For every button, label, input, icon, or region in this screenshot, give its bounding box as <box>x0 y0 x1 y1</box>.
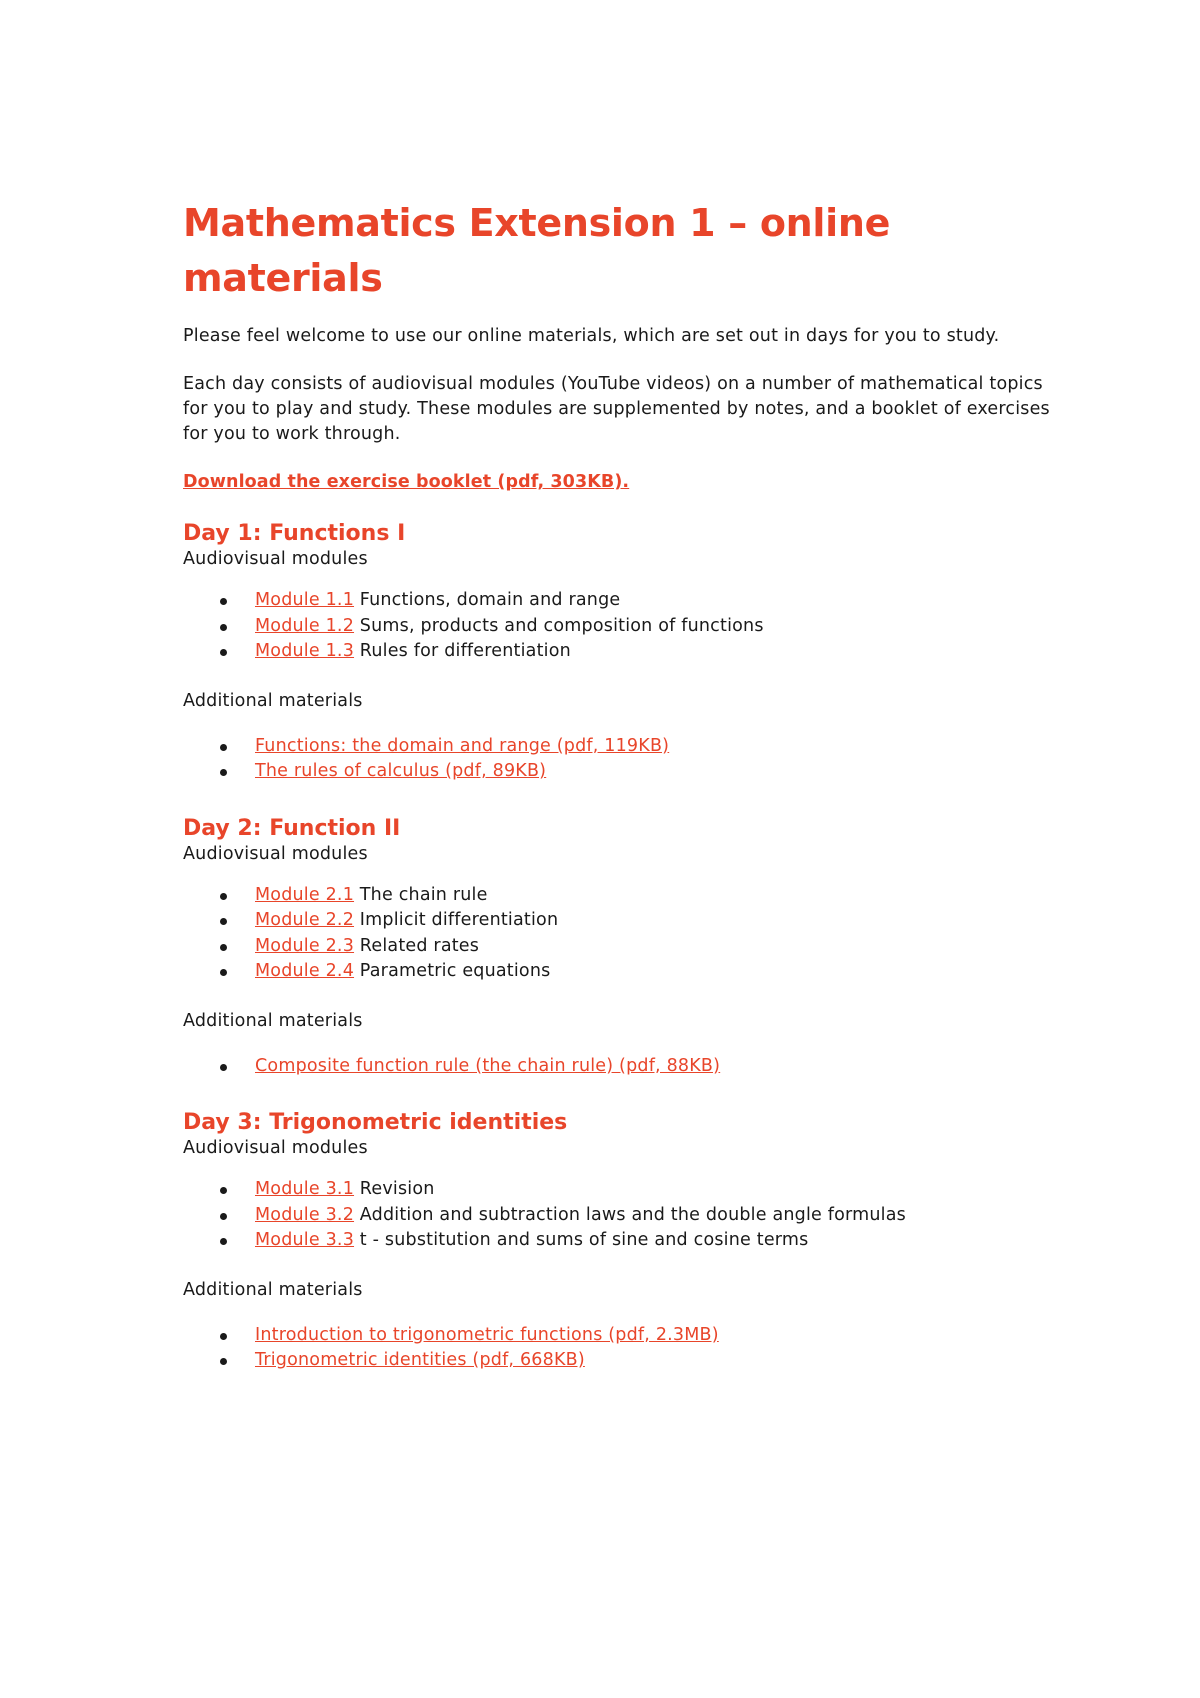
list-item <box>183 1323 1063 1349</box>
list-item <box>183 588 1063 614</box>
list-item <box>183 908 1063 934</box>
module-link[interactable]: Module 3.2 <box>255 1204 355 1225</box>
list-item <box>183 959 1063 985</box>
intro-paragraph-2: Each day consists of audiovisual modules (YouTube videos) on a number of mathematical topics for you to play and study. These modules are supplemented by notes, and a booklet of exercises for you to work through. <box>183 374 1050 444</box>
day-section-1 <box>183 520 1063 785</box>
module-description: Rules for differentiation <box>354 641 571 661</box>
module-description: Revision <box>354 1179 435 1199</box>
bullet-icon <box>220 944 227 951</box>
module-description: Related rates <box>354 935 480 956</box>
list-item <box>183 734 1063 760</box>
page-title: Mathematics Extension 1 – online materials <box>183 201 891 300</box>
module-list <box>183 588 1063 665</box>
module-list <box>183 883 1063 985</box>
module-description: Parametric equations <box>354 961 551 981</box>
bullet-icon <box>220 649 227 656</box>
audiovisual-label: Audiovisual modules <box>183 1138 368 1158</box>
intro-paragraph-1: Please feel welcome to use our online materials, which are set out in days for you to study. <box>183 326 1000 346</box>
list-item <box>183 639 1063 665</box>
materials-list <box>183 1323 1063 1374</box>
day-heading: Day 1: Functions I <box>183 521 406 546</box>
list-item <box>183 1228 1063 1254</box>
bullet-icon <box>220 918 227 925</box>
additional-materials-label: Additional materials <box>183 690 363 711</box>
list-item <box>183 1203 1063 1229</box>
module-link[interactable]: Module 2.2 <box>255 910 355 930</box>
module-link[interactable]: Module 1.3 <box>255 641 355 661</box>
material-link[interactable]: Functions: the domain and range (pdf, 119KB) <box>255 735 670 756</box>
list-item <box>183 614 1063 640</box>
module-link[interactable]: Module 1.2 <box>255 615 355 636</box>
module-description: t - substitution and sums of sine and cosine terms <box>354 1230 809 1250</box>
bullet-icon <box>220 1187 227 1194</box>
bullet-icon <box>220 1064 227 1071</box>
module-description: Implicit differentiation <box>354 910 559 930</box>
material-link[interactable]: The rules of calculus (pdf, 89KB) <box>255 761 547 781</box>
day-heading: Day 3: Trigonometric identities <box>183 1110 568 1135</box>
document-page <box>183 196 1063 1404</box>
day-section-2 <box>183 815 1063 1080</box>
module-link[interactable]: Module 2.1 <box>255 884 355 905</box>
module-link[interactable]: Module 3.3 <box>255 1230 355 1250</box>
module-link[interactable]: Module 3.1 <box>255 1179 355 1199</box>
bullet-icon <box>220 744 227 751</box>
audiovisual-label: Audiovisual modules <box>183 843 368 864</box>
bullet-icon <box>220 1333 227 1340</box>
list-item <box>183 934 1063 960</box>
module-list <box>183 1177 1063 1254</box>
material-link[interactable]: Introduction to trigonometric functions (pdf, 2.3MB) <box>255 1324 719 1345</box>
bullet-icon <box>220 1238 227 1245</box>
day-section-3 <box>183 1109 1063 1374</box>
additional-materials-label: Additional materials <box>183 1010 363 1031</box>
list-item <box>183 1054 1063 1080</box>
bullet-icon <box>220 893 227 900</box>
materials-list <box>183 1054 1063 1080</box>
module-description: Sums, products and composition of functions <box>354 615 764 636</box>
materials-list <box>183 734 1063 785</box>
download-booklet-link[interactable]: Download the exercise booklet (pdf, 303KB). <box>183 472 630 492</box>
module-description: Functions, domain and range <box>354 590 621 610</box>
module-description: The chain rule <box>354 884 488 905</box>
module-link[interactable]: Module 2.4 <box>255 961 355 981</box>
additional-materials-label: Additional materials <box>183 1279 363 1300</box>
list-item <box>183 883 1063 909</box>
list-item <box>183 759 1063 785</box>
material-link[interactable]: Trigonometric identities (pdf, 668KB) <box>255 1350 585 1370</box>
list-item <box>183 1348 1063 1374</box>
bullet-icon <box>220 769 227 776</box>
bullet-icon <box>220 1358 227 1365</box>
module-link[interactable]: Module 2.3 <box>255 935 355 956</box>
bullet-icon <box>220 624 227 631</box>
bullet-icon <box>220 598 227 605</box>
bullet-icon <box>220 1213 227 1220</box>
module-link[interactable]: Module 1.1 <box>255 590 355 610</box>
audiovisual-label: Audiovisual modules <box>183 549 368 569</box>
bullet-icon <box>220 969 227 976</box>
module-description: Addition and subtraction laws and the double angle formulas <box>354 1204 906 1225</box>
list-item <box>183 1177 1063 1203</box>
day-heading: Day 2: Function II <box>183 815 401 841</box>
material-link[interactable]: Composite function rule (the chain rule) (pdf, 88KB) <box>255 1055 721 1076</box>
